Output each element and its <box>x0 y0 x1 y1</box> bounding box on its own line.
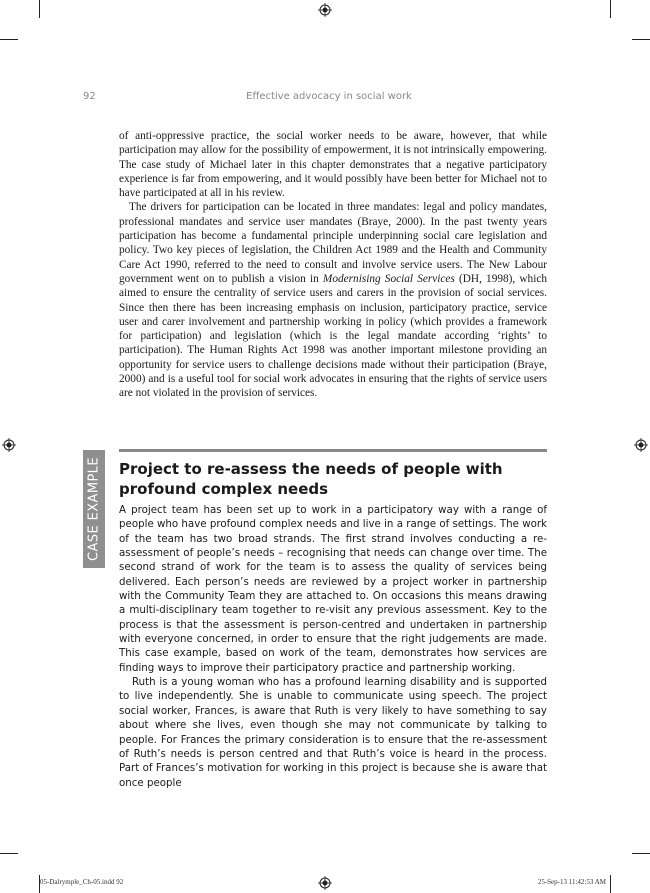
body-text <box>119 129 547 401</box>
crop-mark <box>632 853 650 854</box>
running-header <box>83 91 575 105</box>
case-paragraph: A project team has been set up to work in a participatory way with a range of people who have profound complex needs and live in a range of settings. The work of the team has two broad strands. The first strand involves conducting a re-assessment of people’s needs – recognising that needs can change over time. The second strand of work for the team is to assess the quality of services being delivered. Each person’s needs are reviewed by a project worker in partnership with the Community Team they are attached to. On occasions this means drawing a multi-disciplinary team together to re-visit any previous assessment. Key to the process is that the assessment is person-centred and undertaken in partnership with everyone concerned, in order to ensure that the right judgements are made. This case example, based on work of the team, demonstrates how services are finding ways to improve their participatory practice and partnership working. <box>119 504 547 674</box>
crop-mark <box>610 0 611 18</box>
crop-mark <box>0 853 18 854</box>
crop-mark <box>39 0 40 18</box>
crop-mark <box>610 875 611 893</box>
registration-mark-icon <box>2 438 16 452</box>
crop-mark <box>0 39 18 40</box>
case-example-tab-label: CASE EXAMPLE <box>86 457 102 561</box>
crop-mark <box>632 39 650 40</box>
registration-mark-icon <box>318 876 332 890</box>
footer-timestamp: 25-Sep-13 11:42:53 AM <box>537 878 606 886</box>
registration-mark-icon <box>318 3 332 17</box>
body-text-run: The drivers for participation can be located in three mandates: legal and policy mandates, professional mandates and service user mandates (Braye, 2000). In the past twenty years participation has become a fundamental principle underpinning social care legislation and policy. Two key pieces of legislation, the Children Act 1989 and the Health and Community Care Act 1990, referred to the need to consult and involve service users. The New Labour government went on to publish a vision in <box>119 201 547 285</box>
registration-mark-icon <box>634 438 648 452</box>
book-title: Modernising Social Services <box>322 272 455 285</box>
case-paragraph: Ruth is a young woman who has a profound learning disability and is supported to live independently. She is unable to communicate using speech. The project social worker, Frances, is aware that Ruth is very likely to have something to say about where she lives, even though she may not communicate by talking to people. For Frances the primary consideration is to ensure that the re-assessment of Ruth’s needs is person centred and that Ruth’s voice is heard in the process. Part of Frances’s motivation for working in this project is because she is aware that once people <box>119 676 547 789</box>
case-example-body <box>119 503 547 790</box>
case-example-rule <box>119 449 547 452</box>
case-example-title: Project to re-assess the needs of people with profound complex needs <box>119 460 503 498</box>
page-number: 92 <box>83 91 96 102</box>
body-paragraph <box>119 200 547 400</box>
body-text-run: (DH, 1998), which aimed to ensure the centrality of service users and carers in the provision of social services. Since then there has been increasing emphasis on inclusion, participatory practice, service user and carer involvement and partnership working in policy (which provides a framework for participation) and legislation (which is the legal mandate according ‘rights’ to participation). The Human Rights Act 1998 was another important milestone providing an opportunity for service users to challenge decisions made without their participation (Braye, 2000) and is a useful tool for social work advocates in ensuring that the rights of service users are not violated in the provision of services. <box>119 272 547 400</box>
footer-file-name: 05-Dalrymple_Ch-05.indd 92 <box>40 878 124 886</box>
case-example-tab <box>83 450 105 568</box>
running-title: Effective advocacy in social work <box>246 91 412 102</box>
body-paragraph: of anti-oppressive practice, the social worker needs to be aware, however, that while participation may allow for the possibility of empowerment, it is not intrinsically empowering. The case study of Michael later in this chapter demonstrates that a negative participatory experience is far from empowering, and it would possibly have been better for Michael not to have participated at all in his review. <box>119 130 547 200</box>
